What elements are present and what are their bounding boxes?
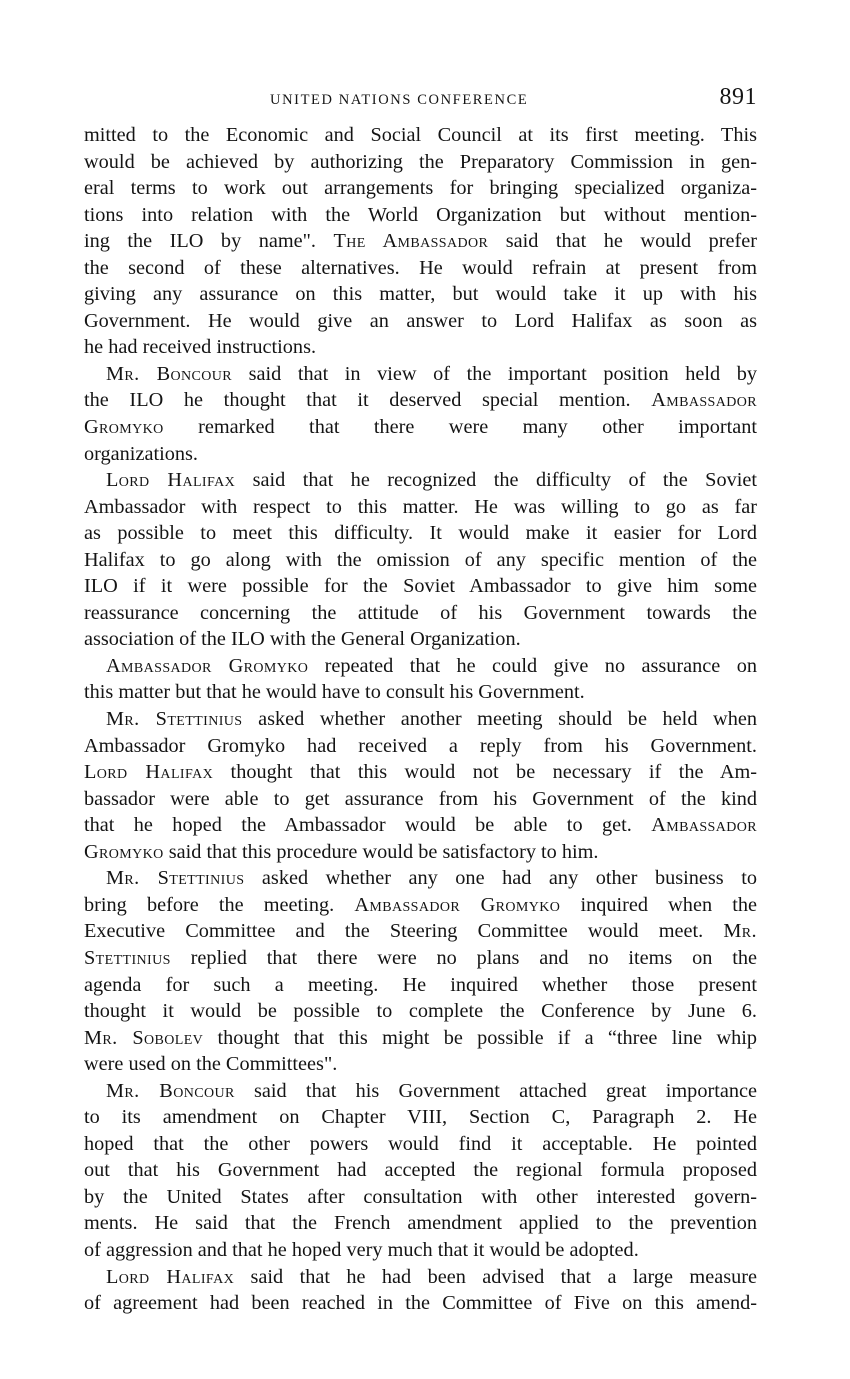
line-text: said that he would prefer: [488, 230, 758, 253]
line-text: said that he had been advised that a large measure: [234, 1265, 757, 1288]
line-text: Ambassador with respect to this matter. He was willing to go as far: [84, 495, 757, 518]
line-text: Halifax to go along with the omission of any specific mention of the: [84, 548, 757, 571]
speaker-name: Mr. Boncour: [106, 1079, 235, 1102]
line-text: remarked that there were many other important: [163, 416, 757, 439]
line-text: mitted to the Economic and Social Council at its first meeting. This: [84, 124, 757, 146]
text-line: [84, 520, 757, 547]
line-text: ing the ILO by name".: [84, 230, 334, 253]
text-line: [84, 786, 757, 813]
line-text: association of the ILO with the General Organization.: [84, 628, 521, 651]
text-line: [84, 1210, 757, 1237]
speaker-name: Gromyko: [84, 416, 164, 439]
text-line: [84, 387, 757, 414]
speaker-name: Mr. Stettinius: [106, 708, 243, 731]
line-text: ILO if it were possible for the Soviet Ambassador to give him some: [84, 575, 757, 598]
line-text: asked whether any one had any other business to: [244, 867, 757, 890]
text-line: [84, 1184, 757, 1211]
speaker-name: Lord Halifax: [106, 1265, 235, 1288]
line-text: bassador were able to get assurance from his Government of the kind: [84, 787, 757, 810]
text-line: [84, 255, 757, 282]
text-line: [84, 865, 757, 892]
line-text: Executive Committee and the Steering Committee would meet.: [84, 920, 724, 943]
page-number: 891: [719, 84, 757, 110]
line-text: that he hoped the Ambassador would be able to get.: [84, 814, 652, 837]
text-line: [84, 1290, 757, 1317]
speaker-name: Mr. Boncour: [106, 362, 233, 385]
line-text: this matter but that he would have to consult his Government.: [84, 681, 585, 704]
line-text: by the United States after consultation with other interested govern-: [84, 1185, 757, 1208]
text-line: [84, 759, 757, 786]
text-line: [84, 547, 757, 574]
line-text: replied that there were no plans and no items on the: [170, 946, 757, 969]
document-page: [84, 82, 757, 1317]
text-line: [84, 1078, 757, 1105]
text-line: [84, 892, 757, 919]
speaker-name: Lord Halifax: [106, 469, 236, 492]
text-line: [84, 361, 757, 388]
line-text: reassurance concerning the attitude of his Government towards the: [84, 601, 757, 624]
line-text: said that in view of the important position held by: [232, 362, 757, 385]
speaker-name: The Ambassador: [333, 230, 489, 253]
text-line: [84, 202, 757, 229]
text-line: [84, 1237, 757, 1264]
text-line: [84, 308, 757, 335]
line-text: he had received instructions.: [84, 336, 317, 359]
line-text: would be achieved by authorizing the Preparatory Commission in gen-: [84, 150, 757, 173]
text-line: [84, 494, 757, 521]
text-line: [84, 441, 757, 468]
text-line: [84, 653, 757, 680]
line-text: as possible to meet this difficulty. It would make it easier for Lord: [84, 522, 757, 545]
speaker-name: Mr. Stettinius: [106, 867, 245, 890]
line-text: Ambassador Gromyko had received a reply from his Government.: [84, 734, 757, 757]
text-line: [84, 839, 757, 866]
line-text: organizations.: [84, 442, 198, 465]
text-line: [84, 626, 757, 653]
text-line: [84, 1264, 757, 1291]
speaker-name: Ambassador Gromyko: [354, 893, 561, 916]
text-line: [84, 175, 757, 202]
text-line: [84, 1104, 757, 1131]
text-line: [84, 149, 757, 176]
line-text: thought it would be possible to complete the Conference by June 6.: [84, 1000, 757, 1023]
speaker-name: Lord Halifax: [84, 761, 214, 784]
text-line: [84, 600, 757, 627]
text-line: [84, 679, 757, 706]
text-line: [84, 706, 757, 733]
line-text: thought that this might be possible if a “three line whip: [203, 1026, 758, 1049]
text-line: [84, 1025, 757, 1052]
line-text: agenda for such a meeting. He inquired whether those present: [84, 973, 757, 996]
line-text: of aggression and that he hoped very much that it would be adopted.: [84, 1238, 639, 1261]
line-text: hoped that the other powers would find it acceptable. He pointed: [84, 1132, 757, 1155]
speaker-name: Gromyko: [84, 840, 164, 863]
text-line: [84, 122, 757, 149]
speaker-name: Mr.: [723, 920, 757, 943]
text-line: [84, 1157, 757, 1184]
text-line: [84, 972, 757, 999]
text-line: [84, 228, 757, 255]
line-text: eral terms to work out arrangements for bringing specialized organiza-: [84, 177, 757, 200]
text-line: [84, 998, 757, 1025]
line-text: ments. He said that the French amendment applied to the prevention: [84, 1212, 757, 1235]
line-text: bring before the meeting.: [84, 893, 355, 916]
speaker-name: Ambassador: [651, 389, 757, 412]
text-line: [84, 334, 757, 361]
speaker-name: Mr. Sobolev: [84, 1026, 204, 1049]
text-line: [84, 467, 757, 494]
text-line: [84, 1051, 757, 1078]
speaker-name: Ambassador Gromyko: [106, 654, 309, 677]
line-text: out that his Government had accepted the regional formula proposed: [84, 1159, 757, 1182]
line-text: the second of these alternatives. He would refrain at present from: [84, 256, 757, 279]
speaker-name: Ambassador: [651, 814, 757, 837]
line-text: said that he recognized the difficulty of the Soviet: [235, 469, 757, 492]
text-line: [84, 733, 757, 760]
line-text: were used on the Committees".: [84, 1053, 338, 1076]
line-text: asked whether another meeting should be held when: [242, 708, 757, 731]
text-line: [84, 812, 757, 839]
text-line: [84, 1131, 757, 1158]
running-head: [84, 82, 757, 122]
text-line: [84, 281, 757, 308]
line-text: giving any assurance on this matter, but would take it up with his: [84, 283, 757, 306]
speaker-name: Stettinius: [84, 946, 171, 969]
line-text: said that this procedure would be satisfactory to him.: [163, 840, 599, 863]
line-text: of agreement had been reached in the Committee of Five on this amend-: [84, 1292, 757, 1315]
line-text: inquired when the: [560, 893, 757, 916]
text-line: [84, 573, 757, 600]
line-text: said that his Government attached great importance: [234, 1079, 757, 1102]
body-text: [84, 122, 757, 1317]
text-line: [84, 918, 757, 945]
line-text: thought that this would not be necessary if the Am-: [213, 761, 757, 784]
running-title: UNITED NATIONS CONFERENCE: [270, 92, 529, 108]
text-line: [84, 945, 757, 972]
line-text: the ILO he thought that it deserved special mention.: [84, 389, 652, 412]
line-text: to its amendment on Chapter VIII, Section C, Paragraph 2. He: [84, 1106, 757, 1129]
line-text: Government. He would give an answer to Lord Halifax as soon as: [84, 309, 757, 332]
line-text: tions into relation with the World Organization but without mention-: [84, 203, 757, 226]
text-line: [84, 414, 757, 441]
line-text: repeated that he could give no assurance on: [308, 654, 757, 677]
